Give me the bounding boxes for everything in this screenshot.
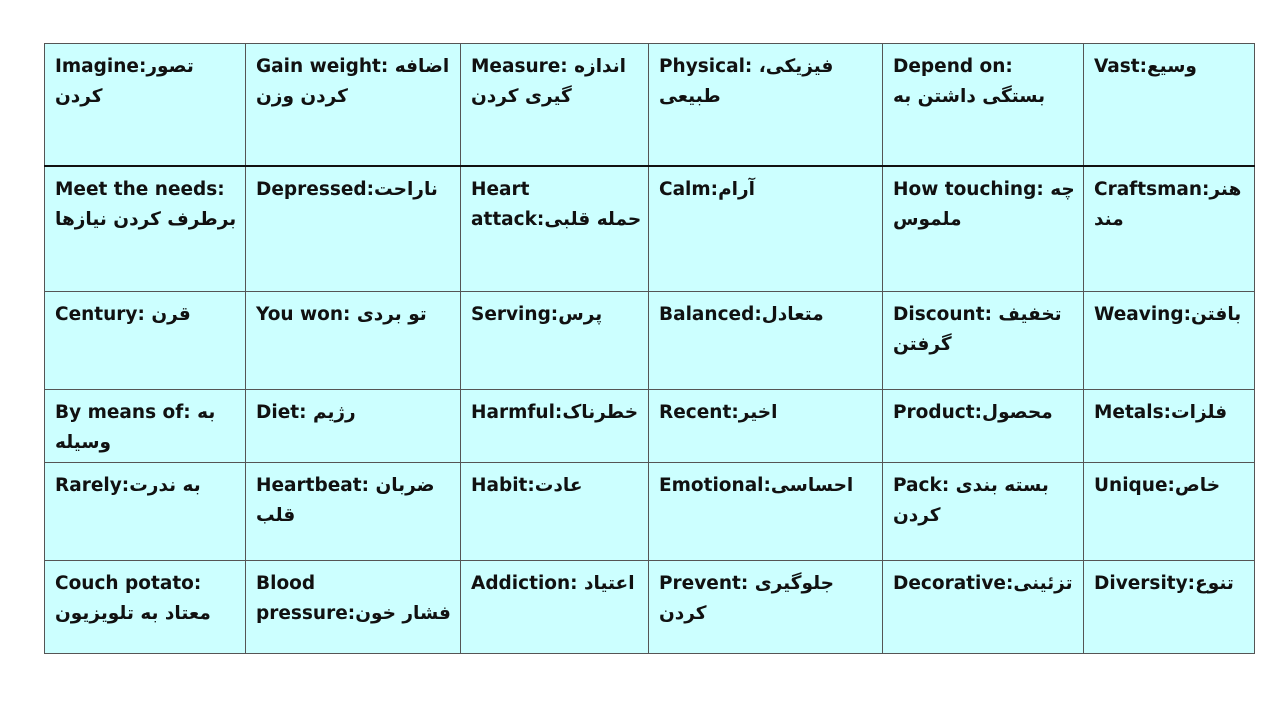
vocab-cell: Metals:فلزات: [1084, 390, 1255, 463]
table-row: [45, 463, 1255, 561]
vocab-cell: Habit:عادت: [461, 463, 649, 561]
table-row: [45, 390, 1255, 463]
table-row: [45, 166, 1255, 292]
vocab-cell: Vast:وسیع: [1084, 44, 1255, 167]
vocab-cell: Rarely:به ندرت: [45, 463, 246, 561]
vocab-cell: Addiction: اعتیاد: [461, 561, 649, 654]
vocab-cell: Depend on: بستگی داشتن به: [883, 44, 1084, 167]
vocab-cell: Blood pressure:فشار خون: [246, 561, 461, 654]
vocab-cell: Gain weight: اضافه کردن وزن: [246, 44, 461, 167]
vocab-cell: Emotional:احساسی: [649, 463, 883, 561]
vocab-cell: Century: قرن: [45, 292, 246, 390]
table-row: [45, 44, 1255, 167]
vocab-cell: Balanced:متعادل: [649, 292, 883, 390]
vocab-cell: Decorative:تزئینی: [883, 561, 1084, 654]
vocab-cell: Heart attack:حمله قلبی: [461, 166, 649, 292]
vocab-cell: Heartbeat: ضربان قلب: [246, 463, 461, 561]
vocab-cell: How touching: چه ملموس: [883, 166, 1084, 292]
vocab-cell: Physical: فیزیکی، طبیعی: [649, 44, 883, 167]
vocab-cell: Recent:اخیر: [649, 390, 883, 463]
vocab-cell: Serving:پرس: [461, 292, 649, 390]
vocab-cell: Craftsman:هنرمند: [1084, 166, 1255, 292]
vocab-cell: By means of: به وسیله: [45, 390, 246, 463]
table-row: [45, 292, 1255, 390]
vocab-cell: Harmful:خطرناک: [461, 390, 649, 463]
table-row: [45, 561, 1255, 654]
vocab-cell: Pack: بسته بندی کردن: [883, 463, 1084, 561]
vocab-cell: Couch potato: معتاد به تلویزیون: [45, 561, 246, 654]
vocab-cell: Product:محصول: [883, 390, 1084, 463]
vocabulary-table: [44, 43, 1255, 654]
vocab-cell: Imagine:تصور کردن: [45, 44, 246, 167]
vocab-cell: Weaving:بافتن: [1084, 292, 1255, 390]
vocab-cell: Prevent: جلوگیری کردن: [649, 561, 883, 654]
vocab-cell: Calm:آرام: [649, 166, 883, 292]
vocab-cell: Depressed:ناراحت: [246, 166, 461, 292]
vocab-cell: Discount: تخفیف گرفتن: [883, 292, 1084, 390]
vocab-cell: Diversity:تنوع: [1084, 561, 1255, 654]
vocab-cell: Measure: اندازه گیری کردن: [461, 44, 649, 167]
vocab-cell: Unique:خاص: [1084, 463, 1255, 561]
vocab-cell: You won: تو بردی: [246, 292, 461, 390]
vocab-cell: Meet the needs: برطرف کردن نیازها: [45, 166, 246, 292]
vocab-cell: Diet: رژیم: [246, 390, 461, 463]
